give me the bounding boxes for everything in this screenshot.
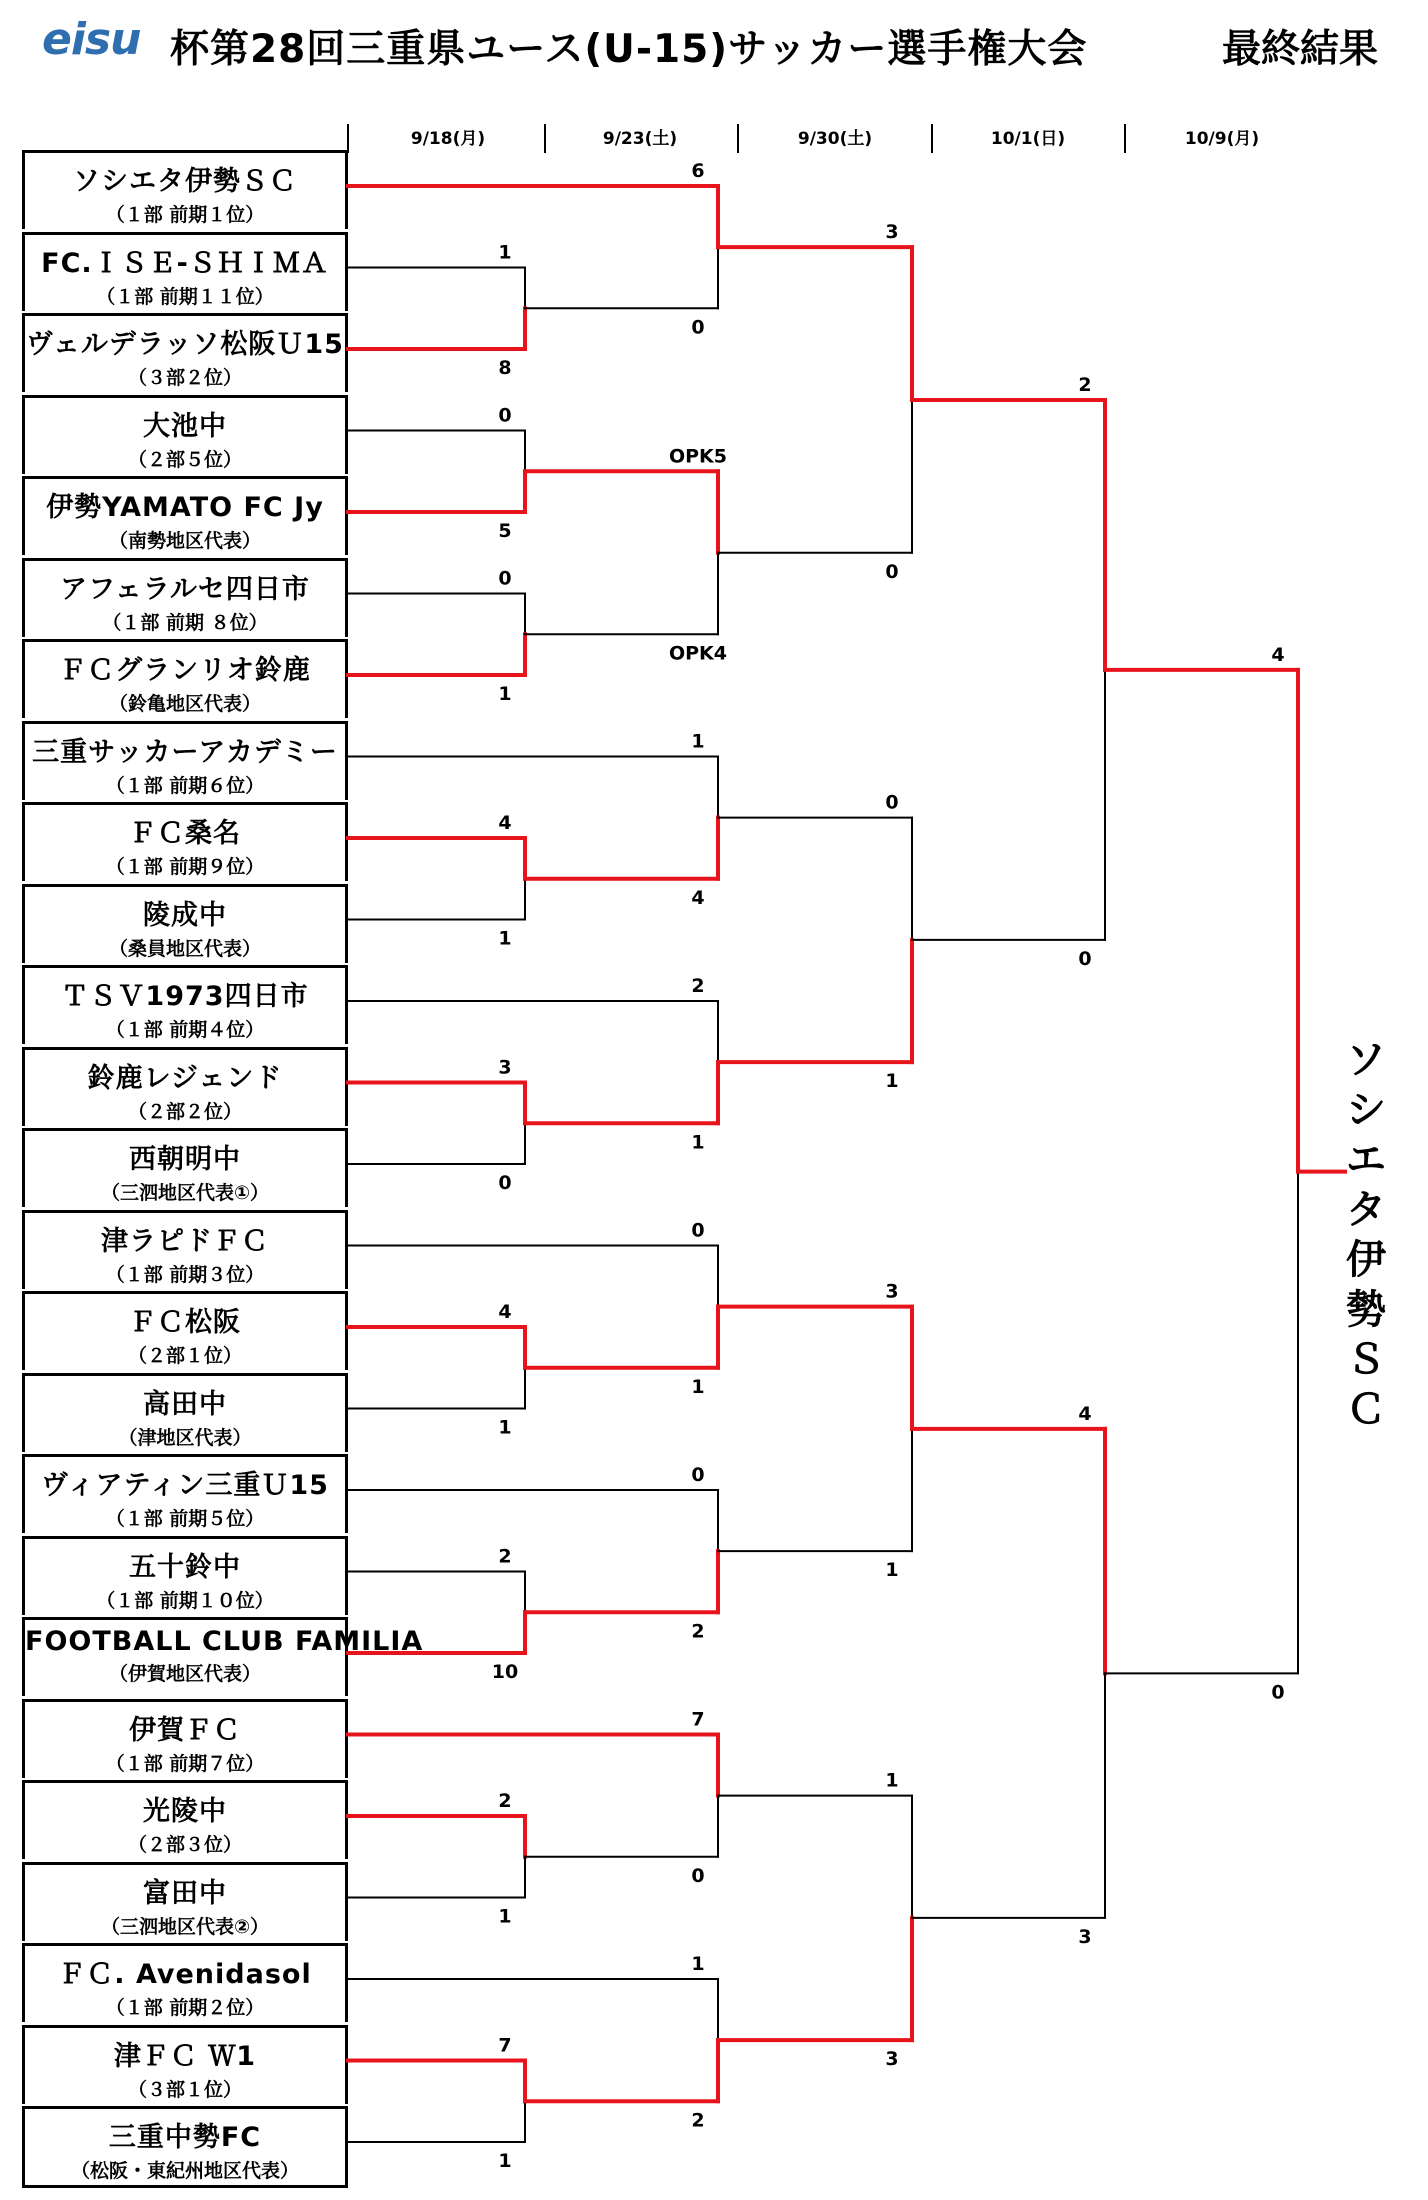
- r2-match-score-a: 6: [691, 160, 705, 182]
- final-result-label: 最終結果: [1222, 27, 1379, 72]
- r4-match-score-a: 4: [1078, 1402, 1092, 1425]
- r3-match-score-a: 3: [885, 221, 899, 244]
- r2-match-score-b: 2: [691, 1620, 705, 1643]
- team-note: （２部５位）: [127, 448, 242, 471]
- team-note: （１部 前期１１位）: [96, 285, 274, 308]
- eisu-logo: eisu: [42, 14, 141, 65]
- team-note: （２部２位）: [127, 1100, 242, 1123]
- r1-match-score-a: 2: [498, 1545, 512, 1568]
- r2-match-score-a: 1: [691, 1953, 705, 1975]
- r1-match-score-b: 0: [498, 1172, 512, 1194]
- team-name: アフェラルセ四日市: [60, 573, 310, 605]
- champion-name: [1346, 1035, 1386, 1435]
- r2-match-score-b: 0: [691, 316, 705, 339]
- team-name: 西朝明中: [129, 1144, 241, 1175]
- team-name: 富田中: [143, 1877, 227, 1909]
- team-note: （伊賀地区代表）: [108, 1663, 261, 1685]
- champion-character: Ｃ: [1346, 1387, 1386, 1433]
- r3-match-score-b: 1: [885, 1070, 899, 1093]
- r1-match-score-a: 0: [498, 404, 512, 427]
- team-note: （１部 前期５位）: [105, 1508, 265, 1530]
- r2-match-score-a: 0: [691, 1219, 705, 1242]
- team-note: （津地区代表）: [118, 1426, 252, 1449]
- team-name: 伊賀ＦＣ: [129, 1714, 241, 1746]
- team-name: ヴィアティン三重Ｕ15: [41, 1470, 329, 1501]
- r2-match-score-b: OPK4: [668, 642, 728, 665]
- champion-character: 勢: [1346, 1287, 1386, 1333]
- r2-match-score-a: 7: [691, 1708, 705, 1731]
- r2-match-score-b: 1: [691, 1375, 705, 1398]
- team-name: 鈴鹿レジェンド: [87, 1062, 283, 1094]
- team-name: ソシエタ伊勢ＳＣ: [73, 166, 297, 197]
- team-note: （１部 前期１位）: [105, 204, 265, 226]
- r1-match-score-b: 1: [498, 1416, 512, 1439]
- team-note: （１部 前期９位）: [105, 856, 265, 878]
- team-name: ＦＣ松阪: [129, 1307, 241, 1338]
- r1-match-score-b: 10: [491, 1661, 519, 1683]
- team-name: 三重サッカーアカデミー: [32, 736, 338, 768]
- team-note: （三泗地区代表②）: [100, 1915, 270, 1938]
- date-label: 9/23(土): [602, 129, 678, 149]
- r1-match-score-a: 4: [498, 1301, 512, 1323]
- team-note: （１部 前期７位）: [105, 1752, 265, 1775]
- team-note: （１部 前期３位）: [105, 1263, 265, 1286]
- team-name: 三重中勢FC: [108, 2122, 262, 2153]
- r1-match-score-b: 5: [498, 520, 512, 542]
- champion-character: エ: [1346, 1137, 1386, 1183]
- team-name: ヴェルデラッソ松阪Ｕ15: [26, 329, 344, 360]
- r2-match-score-b: 1: [691, 1131, 705, 1154]
- team-note: （１部 前期２位）: [105, 1997, 265, 2019]
- r3-match-score-a: 3: [885, 1280, 899, 1303]
- r2-match-score-b: 0: [691, 1864, 705, 1887]
- r4-match-score-b: 0: [1078, 947, 1092, 970]
- team-note: （１部 前期 ８位）: [102, 611, 268, 634]
- team-name: 伊勢YAMATO FC Jy: [46, 492, 324, 523]
- team-name: ＴＳＶ1973四日市: [61, 981, 309, 1012]
- r4-match-score-a: 2: [1078, 373, 1092, 396]
- team-note: （鈴亀地区代表）: [108, 693, 261, 715]
- team-name: 大池中: [143, 410, 227, 442]
- r2-match-score-b: 4: [691, 886, 705, 909]
- r2-match-score-b: 2: [691, 2109, 705, 2132]
- r2-match-score-a: 1: [691, 730, 705, 753]
- champion-character: Ｓ: [1346, 1337, 1386, 1383]
- team-name: 陵成中: [143, 899, 227, 931]
- date-label: 10/1(日): [990, 129, 1066, 149]
- r1-match-score-b: 1: [498, 927, 512, 950]
- r1-match-score-a: 2: [498, 1790, 512, 1812]
- team-note: （３部１位）: [127, 2078, 242, 2101]
- team-note: （三泗地区代表①）: [100, 1182, 270, 1204]
- team-name: FOOTBALL CLUB FAMILIA: [25, 1626, 424, 1657]
- r1-match-score-b: 1: [498, 683, 512, 705]
- champion-character: タ: [1346, 1187, 1386, 1233]
- r1-match-score-b: 8: [498, 357, 512, 379]
- r1-match-score-a: 1: [498, 241, 512, 264]
- team-note: （３部２位）: [127, 367, 242, 389]
- r1-match-score-a: 0: [498, 567, 512, 590]
- team-note: （桑員地区代表）: [108, 937, 261, 960]
- team-name: 津ＦＣ Ｗ1: [113, 2040, 257, 2072]
- team-name: 光陵中: [143, 1796, 227, 1827]
- team-note: （１部 前期１０位）: [96, 1589, 274, 1612]
- team-note: （松阪・東紀州地区代表）: [70, 2160, 299, 2182]
- team-name: 津ラピドＦＣ: [101, 1225, 269, 1257]
- team-note: （２部３位）: [127, 1834, 242, 1856]
- r1-match-score-a: 7: [498, 2034, 512, 2057]
- date-label: 9/30(土): [797, 129, 873, 149]
- team-name: FC.ＩＳＥ-ＳＨＩＭＡ: [41, 247, 329, 279]
- champion-character: シ: [1346, 1087, 1386, 1133]
- final-score-b: 0: [1271, 1681, 1285, 1704]
- champion-character: ソ: [1346, 1037, 1386, 1083]
- r3-match-score-b: 3: [885, 2048, 899, 2071]
- team-name: 高田中: [143, 1388, 227, 1420]
- team-note: （１部 前期４位）: [105, 1019, 265, 1041]
- page-title: 杯第28回三重県ユース(U-15)サッカー選手権大会: [170, 27, 1088, 72]
- r1-match-score-b: 1: [498, 1905, 512, 1928]
- final-score-a: 4: [1271, 643, 1285, 666]
- r2-match-score-a: 0: [691, 1464, 705, 1486]
- date-label: 9/18(月): [410, 129, 486, 149]
- r1-match-score-b: 1: [498, 2150, 512, 2172]
- team-name: ＦＣ桑名: [129, 818, 241, 849]
- r3-match-score-b: 1: [885, 1559, 899, 1582]
- r3-match-score-b: 0: [885, 560, 899, 583]
- team-name: ＦＣ. Avenidasol: [58, 1959, 312, 1990]
- team-name: ＦＣグランリオ鈴鹿: [59, 655, 311, 686]
- team-note: （南勢地区代表）: [108, 530, 261, 552]
- r3-match-score-a: 1: [885, 1769, 899, 1792]
- r1-match-score-a: 3: [498, 1056, 512, 1079]
- date-label: 10/9(月): [1184, 129, 1260, 149]
- r2-match-score-a: OPK5: [668, 445, 728, 468]
- champion-character: 伊: [1346, 1237, 1386, 1283]
- team-note: （２部１位）: [127, 1345, 242, 1367]
- r3-match-score-a: 0: [885, 791, 899, 814]
- r2-match-score-a: 2: [691, 975, 705, 997]
- team-note: （１部 前期６位）: [105, 774, 265, 797]
- r4-match-score-b: 3: [1078, 1925, 1092, 1948]
- team-name: 五十鈴中: [129, 1551, 241, 1583]
- r1-match-score-a: 4: [498, 812, 512, 834]
